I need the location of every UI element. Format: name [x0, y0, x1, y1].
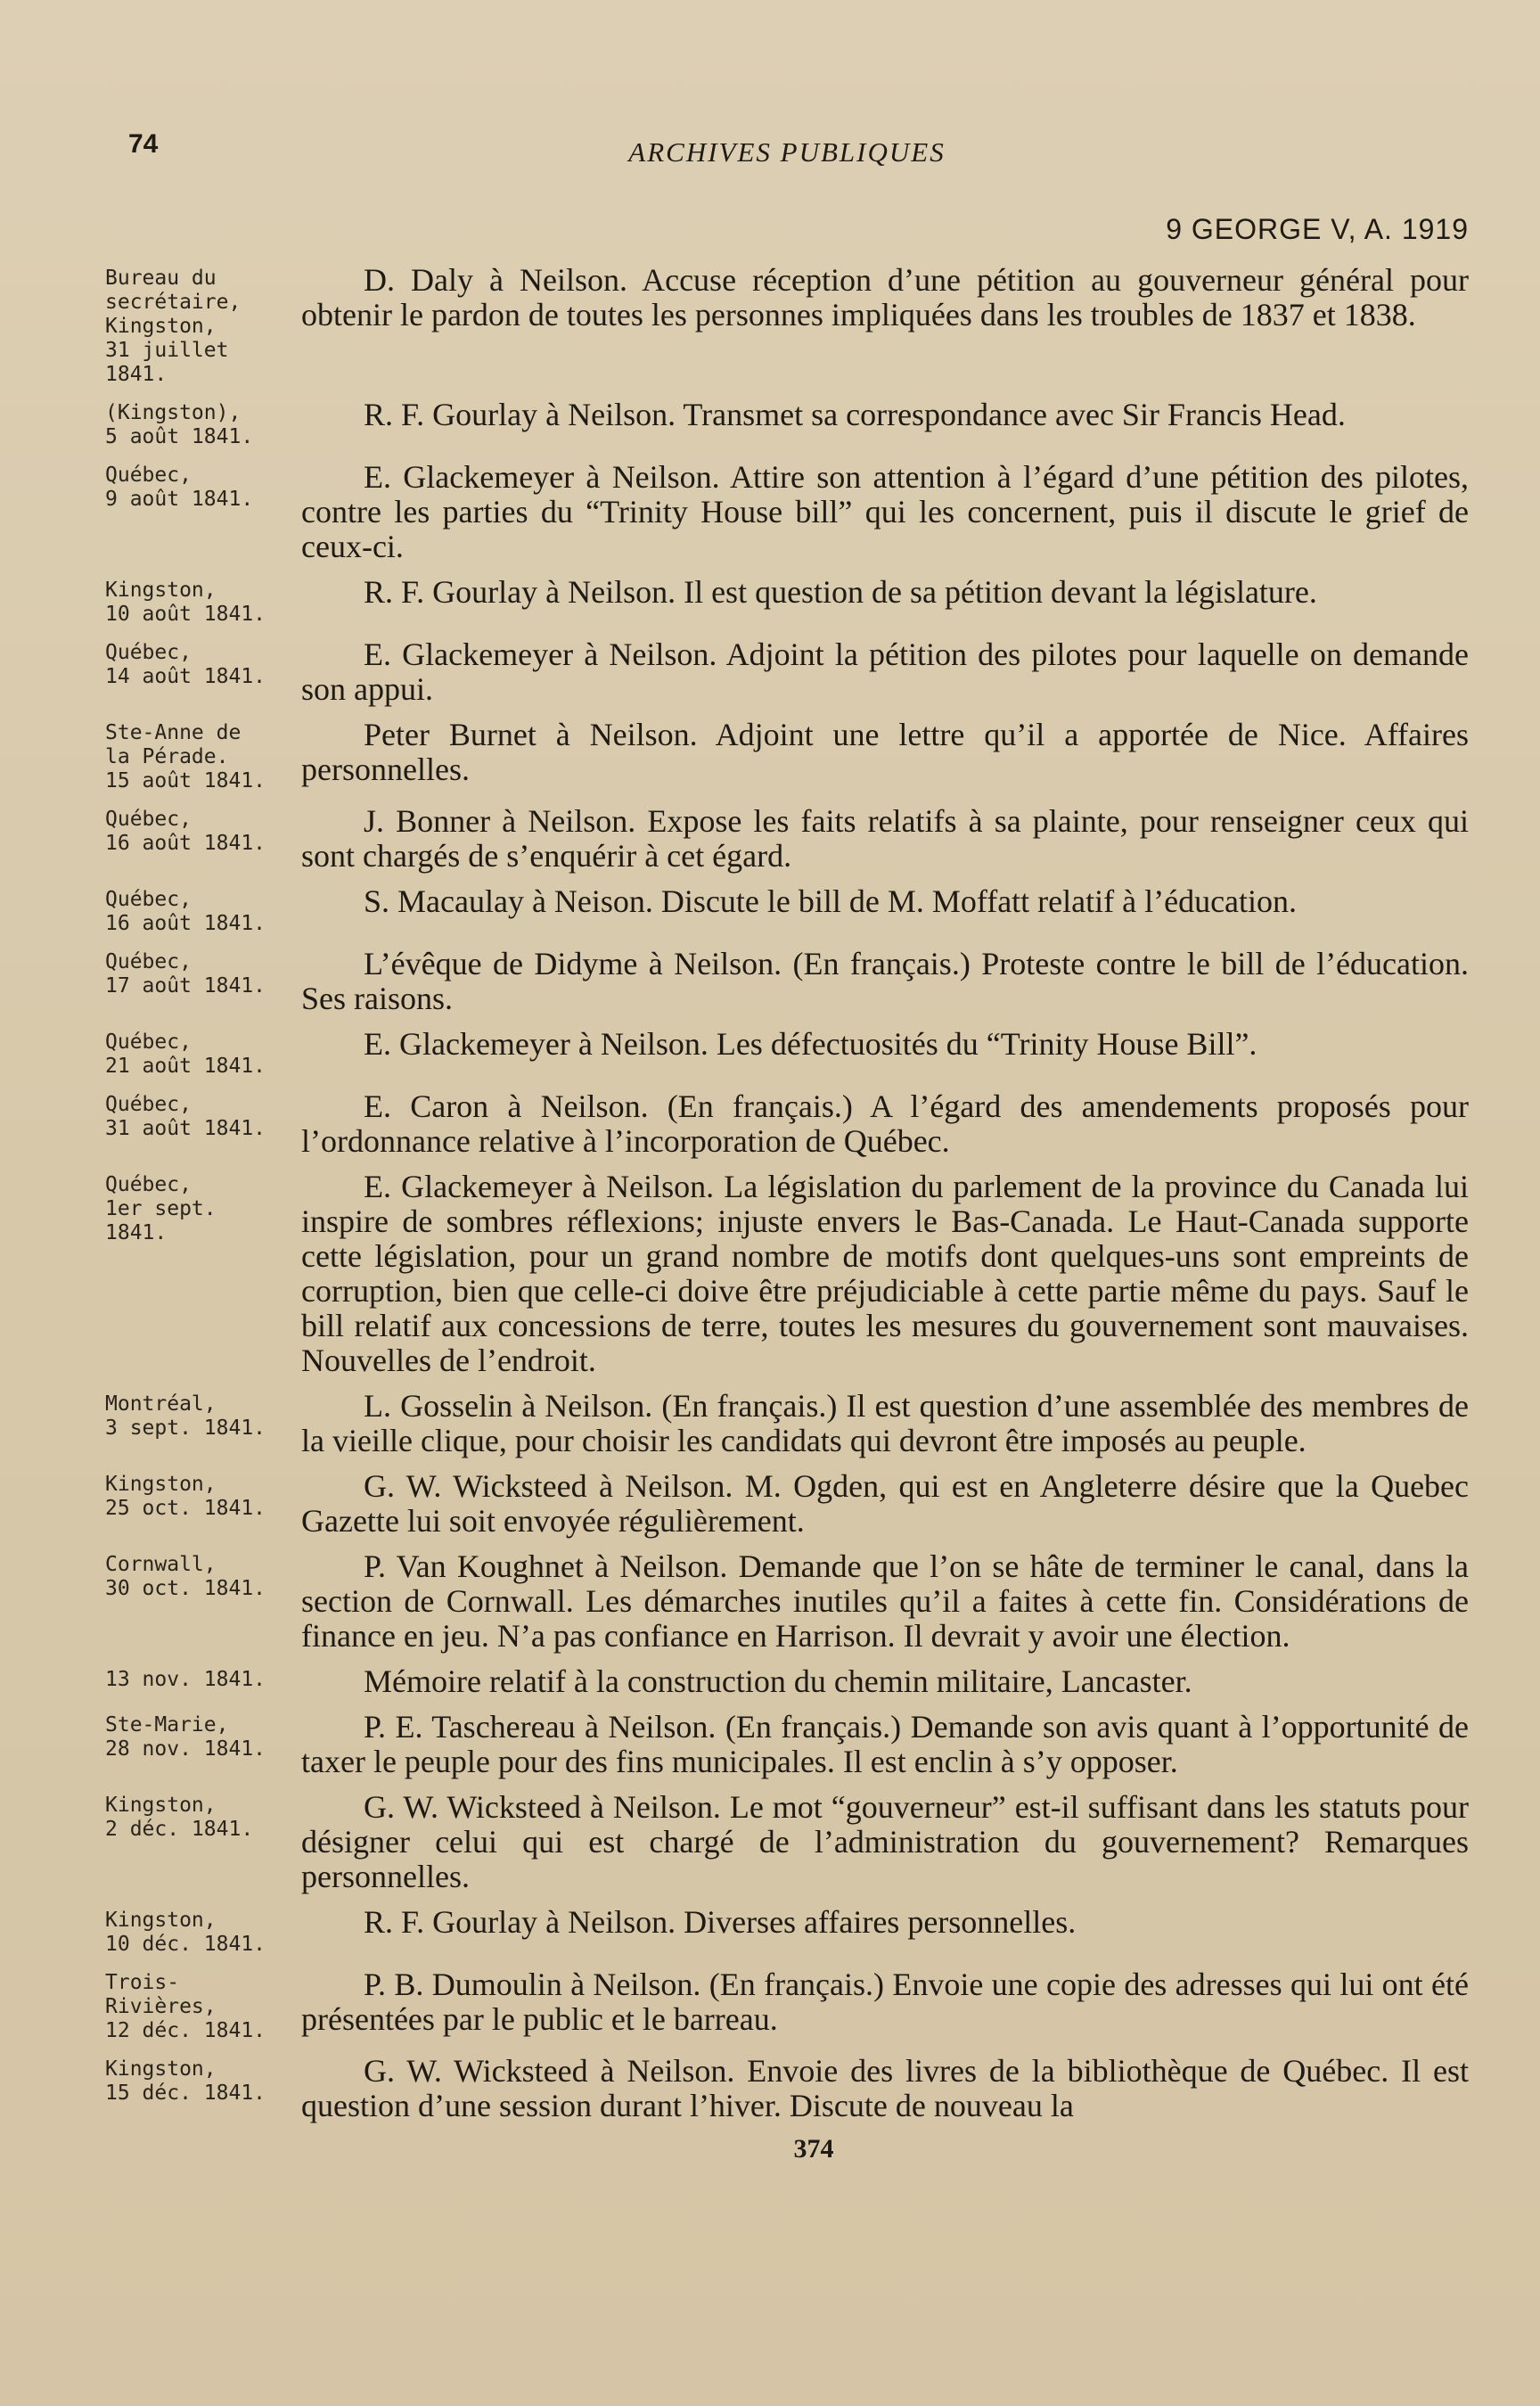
entry-text: Mémoire relatif à la construction du chemin militaire, Lancaster. — [364, 1663, 1192, 1699]
margin-note: Montréal, 3 sept. 1841. — [105, 1392, 266, 1440]
margin-note: Ste-Anne de la Pérade. 15 août 1841. — [105, 721, 266, 792]
entry-text: E. Caron à Neilson. (En français.) A l’égard des amendements proposés pour l’ordonnance relative à l’incorporation de Québec. — [301, 1088, 1469, 1159]
entry-text: J. Bonner à Neilson. Expose les faits relatifs à sa plainte, pour renseigner ceux qui sont chargés de s’enquérir à cet égard. — [301, 803, 1469, 874]
margin-note: 13 nov. 1841. — [105, 1668, 266, 1691]
calendar-entry — [105, 263, 1469, 387]
margin-note: Québec, 17 août 1841. — [105, 950, 266, 998]
entry-text: G. W. Wicksteed à Neilson. Envoie des livres de la bibliothèque de Québec. Il est question d’une session durant l’hiver. Discute de nouveau la — [301, 2053, 1469, 2123]
calendar-entry — [105, 1389, 1469, 1458]
entry-text: P. E. Taschereau à Neilson. (En français.) Demande son avis quant à l’opportunité de taxer le peuple pour des fins municipales. Il est enclin à s’y opposer. — [301, 1709, 1469, 1779]
entry-text: L’évêque de Didyme à Neilson. (En français.) Proteste contre le bill de l’éducation. Ses raisons. — [301, 946, 1469, 1016]
entry-text: R. F. Gourlay à Neilson. Diverses affaires personnelles. — [364, 1904, 1077, 1940]
entry-text: R. F. Gourlay à Neilson. Transmet sa correspondance avec Sir Francis Head. — [364, 397, 1346, 432]
page-header — [105, 120, 1469, 170]
margin-note: Kingston, 10 déc. 1841. — [105, 1909, 266, 1956]
calendar-entry — [105, 884, 1469, 936]
entry-text: G. W. Wicksteed à Neilson. M. Ogden, qui est en Angleterre désire que la Quebec Gazette lui soit envoyée régulièrement. — [301, 1468, 1469, 1539]
calendar-entry — [105, 460, 1469, 564]
margin-note: Trois- Rivières, 12 déc. 1841. — [105, 1971, 266, 2042]
margin-note: Québec, 16 août 1841. — [105, 808, 266, 855]
calendar-entry — [105, 1710, 1469, 1779]
margin-note: (Kingston), 5 août 1841. — [105, 401, 254, 448]
calendar-entry — [105, 1905, 1469, 1957]
calendar-entry — [105, 1170, 1469, 1378]
margin-note: Ste-Marie, 28 nov. 1841. — [105, 1713, 266, 1761]
calendar-entry — [105, 398, 1469, 449]
margin-note: Québec, 14 août 1841. — [105, 641, 266, 688]
calendar-entry — [105, 1967, 1469, 2043]
entry-text: Peter Burnet à Neilson. Adjoint une lettre qu’il a apportée de Nice. Affaires personnelles. — [301, 717, 1469, 787]
entry-text: D. Daly à Neilson. Accuse réception d’une pétition au gouverneur général pour obtenir le pardon de toutes les personnes impliquées dans les troubles de 1837 et 1838. — [301, 262, 1469, 333]
margin-note: Kingston, 2 déc. 1841. — [105, 1794, 254, 1841]
margin-note: Kingston, 10 août 1841. — [105, 579, 266, 626]
calendar-entry — [105, 1027, 1469, 1079]
entry-text: L. Gosselin à Neilson. (En français.) Il est question d’une assemblée des membres de la vieille clique, pour choisir les candidats qui devront être imposés au peuple. — [301, 1388, 1469, 1458]
entry-text: E. Glackemeyer à Neilson. Adjoint la pétition des pilotes pour laquelle on demande son appui. — [301, 636, 1469, 707]
entry-text: R. F. Gourlay à Neilson. Il est question de sa pétition devant la législature. — [364, 574, 1317, 610]
calendar-entry — [105, 1549, 1469, 1654]
margin-note: Québec, 1er sept. 1841. — [105, 1173, 217, 1244]
calendar-entry — [105, 804, 1469, 874]
calendar-entry — [105, 718, 1469, 793]
entry-text: E. Glackemeyer à Neilson. La législation du parlement de la province du Canada lui inspire de sombres réflexions; injuste envers le Bas-Canada. Le Haut-Canada supporte cette législation, pour un grand nombre de motifs dont quelques-uns sont empreints de corruption, bien que celle-ci doive être préjudiciable à cette partie même du pays. Sauf le bill relatif aux concessions de terre, toutes les mesures du gouvernement sont mauvaises. Nouvelles de l’endroit. — [301, 1169, 1469, 1378]
running-head: ARCHIVES PUBLIQUES — [628, 136, 946, 168]
calendar-entry — [105, 947, 1469, 1016]
entry-text: S. Macaulay à Neison. Discute le bill de M. Moffatt relatif à l’éducation. — [364, 883, 1298, 919]
calendar-entry — [105, 1664, 1469, 1699]
entry-text: E. Glackemeyer à Neilson. Attire son attention à l’égard d’une pétition des pilotes, contre les parties du “Trinity House bill” qui les concernent, puis il discute le grief de ceux-ci. — [301, 459, 1469, 564]
margin-note: Cornwall, 30 oct. 1841. — [105, 1553, 266, 1600]
regnal-year: 9 GEORGE V, A. 1919 — [1166, 213, 1469, 245]
margin-note: Bureau du secrétaire, Kingston, 31 juillet 1841. — [105, 267, 242, 386]
margin-note: Kingston, 15 déc. 1841. — [105, 2057, 266, 2105]
signature-mark: 374 — [793, 2134, 834, 2164]
calendar-entry — [105, 2054, 1469, 2123]
calendar-entry — [105, 637, 1469, 707]
margin-note: Québec, 16 août 1841. — [105, 888, 266, 935]
calendar-entry — [105, 1089, 1469, 1159]
page-number: 74 — [128, 129, 159, 159]
margin-note: Kingston, 25 oct. 1841. — [105, 1473, 266, 1520]
calendar-entries — [105, 263, 1469, 2123]
entry-text: P. Van Koughnet à Neilson. Demande que l’on se hâte de terminer le canal, dans la section de Cornwall. Les démarches inutiles qu’il a faites à cette fin. Considérations de finance en jeu. N’a pas confiance en Harrison. Il devrait y avoir une élection. — [301, 1548, 1469, 1654]
entry-text: P. B. Dumoulin à Neilson. (En français.) Envoie une copie des adresses qui lui ont été présentées par le public et le barreau. — [301, 1967, 1469, 2037]
margin-note: Québec, 21 août 1841. — [105, 1031, 266, 1078]
calendar-entry — [105, 1790, 1469, 1894]
entry-text: E. Glackemeyer à Neilson. Les défectuosités du “Trinity House Bill”. — [364, 1026, 1257, 1062]
calendar-entry — [105, 1469, 1469, 1539]
calendar-entry — [105, 575, 1469, 627]
entry-text: G. W. Wicksteed à Neilson. Le mot “gouverneur” est-il suffisant dans les statuts pour désigner celui qui est chargé de l’administration du gouvernement? Remarques personnelles. — [301, 1789, 1469, 1894]
margin-note: Québec, 9 août 1841. — [105, 464, 254, 511]
margin-note: Québec, 31 août 1841. — [105, 1093, 266, 1140]
